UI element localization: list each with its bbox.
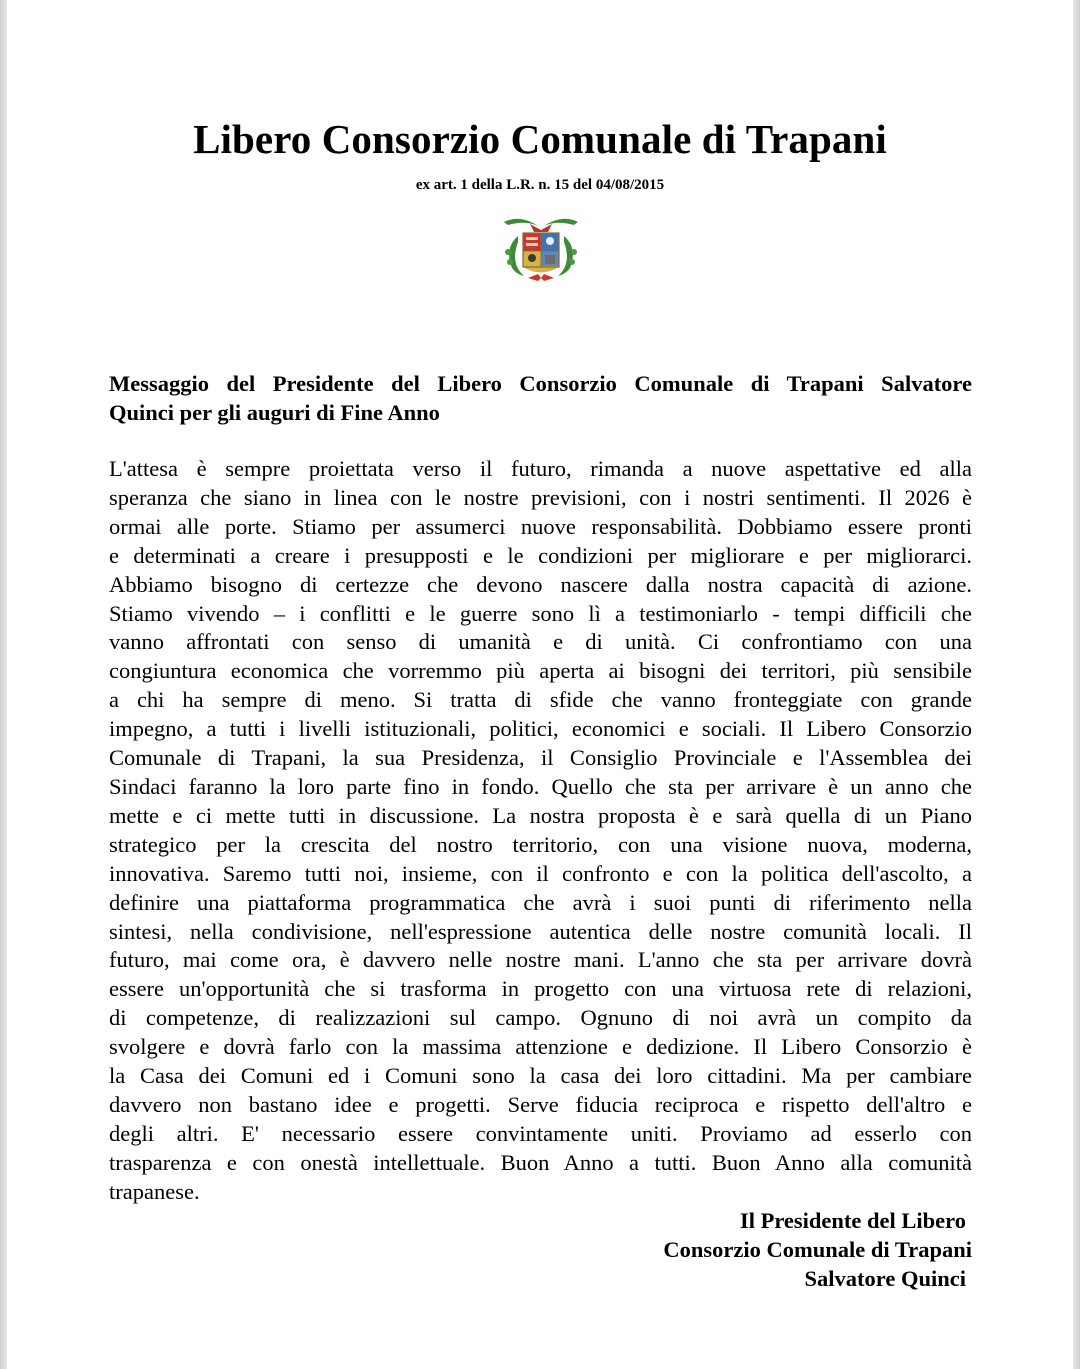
crest-shield <box>523 233 559 273</box>
body-line: impegno, a tutti i livelli istituzionali, politici, economici e sociali. Il Libero Consorzio <box>109 716 972 742</box>
body-line: trasparenza e con onestà intellettuale. Buon Anno a tutti. Buon Anno alla comunità <box>109 1149 972 1175</box>
body-line: davvero non bastano idee e progetti. Serve fiducia reciproca e rispetto dell'altro e <box>109 1091 972 1117</box>
body-line: congiuntura economica che vorremmo più aperta ai bisogni dei territori, più sensibile <box>109 658 972 684</box>
crest-laurel-right <box>558 236 573 276</box>
signature-block <box>663 1206 972 1293</box>
body-line: mette e ci mette tutti in discussione. La nostra proposta è e sarà quella di un Piano <box>109 802 972 828</box>
crest-bottom-ribbon <box>528 274 554 281</box>
signature-organization: Consorzio Comunale di Trapani <box>663 1237 972 1262</box>
page-edge-right <box>1073 0 1080 1369</box>
body-line: Sindaci faranno la loro parte fino in fondo. Quello che sta per arrivare è un anno che <box>109 773 972 799</box>
coat-of-arms-icon <box>498 212 584 284</box>
body-line: innovativa. Saremo tutti noi, insieme, con il confronto e con la politica dell'ascolto, a <box>109 860 972 886</box>
body-line: Abbiamo bisogno di certezze che devono nascere dalla nostra capacità di azione. <box>109 571 972 597</box>
body-line: sintesi, nella condivisione, nell'espressione autentica delle nostre comunità locali. Il <box>109 918 972 944</box>
body-line: a chi ha sempre di meno. Si tratta di sfide che vanno fronteggiate con grande <box>109 687 972 713</box>
body-line: L'attesa è sempre proiettata verso il futuro, rimanda a nuove aspettative ed alla <box>109 456 972 481</box>
body-line: svolgere e dovrà farlo con la massima attenzione e dedizione. Il Libero Consorzio è <box>109 1034 972 1060</box>
body-line: essere un'opportunità che si trasforma in progetto con una virtuosa rete di relazioni, <box>109 976 972 1002</box>
crest-top-branch-left <box>504 219 538 226</box>
heading-line: Quinci per gli auguri di Fine Anno <box>109 400 440 425</box>
heading-line: Messaggio del Presidente del Libero Consorzio Comunale di Trapani Salvatore <box>109 371 972 396</box>
crest-top-ornament <box>530 224 552 232</box>
body-line: e determinati a creare i presupposti e le condizioni per migliorare e per migliorarci. <box>109 542 972 568</box>
body-line: strategico per la crescita del nostro territorio, con una visione nuova, moderna, <box>109 831 972 857</box>
body-line: di competenze, di realizzazioni sul campo. Ognuno di noi avrà un compito da <box>109 1005 972 1031</box>
body-line: ormai alle porte. Stiamo per assumerci nuove responsabilità. Dobbiamo essere pronti <box>109 513 972 539</box>
signature-title: Il Presidente del Libero <box>739 1208 966 1233</box>
body-line: vanno affrontati con senso di umanità e di unità. Ci confrontiamo con una <box>109 629 972 655</box>
body-line: Stiamo vivendo – i conflitti e le guerre sono lì a testimoniarlo - tempi difficili che <box>109 600 972 626</box>
document-title: Libero Consorzio Comunale di Trapani <box>193 116 887 162</box>
message-body <box>109 455 972 1207</box>
body-line: futuro, mai come ora, è davvero nelle nostre mani. L'anno che sta per arrivare dovrà <box>109 947 972 973</box>
body-line: degli altri. E' necessario essere convintamente uniti. Proviamo ad esserlo con <box>109 1120 972 1146</box>
page-edge-left <box>0 0 7 1369</box>
body-line: speranza che siano in linea con le nostre previsioni, con i nostri sentimenti. Il 2026 è <box>109 484 972 510</box>
crest-top-branch-right <box>544 219 578 226</box>
message-heading <box>109 369 972 427</box>
signature-name: Salvatore Quinci <box>804 1266 966 1291</box>
body-line: definire una piattaforma programmatica che avrà i suoi punti di riferimento nella <box>109 889 972 915</box>
document-subtitle: ex art. 1 della L.R. n. 15 del 04/08/2015 <box>415 177 665 193</box>
body-line: trapanese. <box>109 1178 200 1204</box>
crest-laurel-left <box>509 236 524 276</box>
body-line: la Casa dei Comuni ed i Comuni sono la casa dei loro cittadini. Ma per cambiare <box>109 1063 972 1089</box>
body-line: Comunale di Trapani, la sua Presidenza, il Consiglio Provinciale e l'Assemblea dei <box>109 745 972 771</box>
